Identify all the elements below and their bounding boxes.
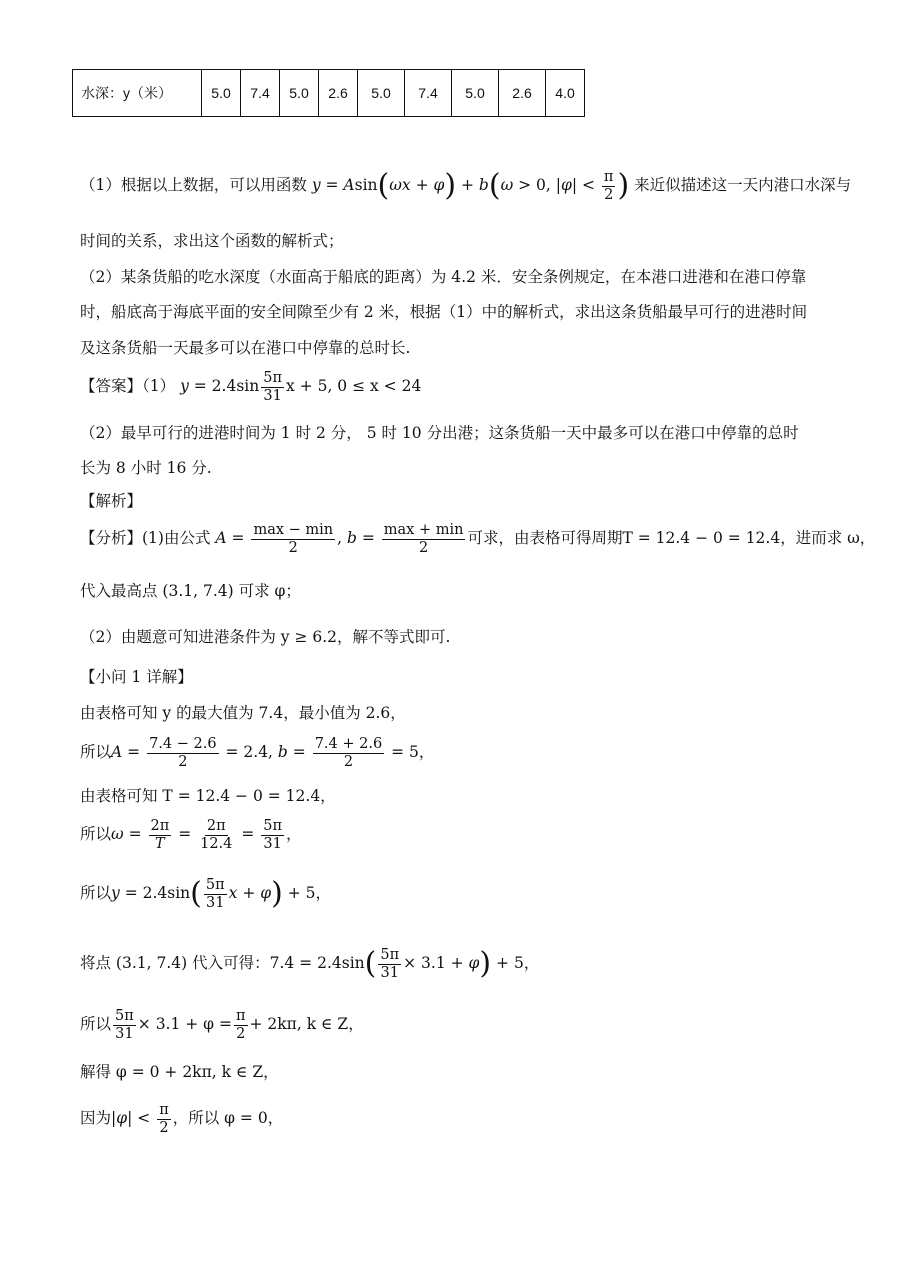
table-cell: 7.4 (241, 70, 280, 117)
table-cell: 2.6 (499, 70, 546, 117)
answer-part-2-line-2: 长为 8 小时 16 分. (80, 459, 212, 477)
question-2-line-2: 时，船底高于海底平面的安全间隙至少有 2 米，根据（1）中的解析式，求出这条货船最早可行的进港时间 (80, 303, 808, 321)
table-cell: 4.0 (546, 70, 585, 117)
table-cell: 2.6 (319, 70, 358, 117)
answer-label: 【答案】 (80, 377, 143, 396)
detail-step-3: 由表格可知 T = 12.4 − 0 = 12.4， (80, 787, 336, 805)
question-1-line-2: 时间的关系，求出这个函数的解析式； (80, 232, 344, 250)
table-cell: 5.0 (452, 70, 499, 117)
question-2-line-3: 及这条货船一天最多可以在港口中停靠的总时长. (80, 339, 411, 357)
analysis-line-3: （2）由题意可知进港条件为 y ≥ 6.2，解不等式即可. (80, 628, 451, 646)
detail-step-9: 因为|φ| < $\frac{\pi}{2}$ ，所以 φ = 0， (80, 1102, 284, 1136)
table-cell: 5.0 (280, 70, 319, 117)
answer-part-1: 【答案】（1） y = 2.4sin $\frac{5\pi}{31}$ x + 5, 0 ≤ x < 24 (80, 370, 422, 404)
detail-step-7: 所以 $\frac{5\pi}{31}$ × 3.1 + φ = $\frac{\pi}{2}$ + 2kπ, k ∈ Z， (80, 1008, 364, 1042)
table-cell: 5.0 (358, 70, 405, 117)
question-1-line-1: （1）根据以上数据，可以用函数 y = Asin(ωx + φ) + b(ω > 0, |φ| < $\frac{\pi}{2}$ ) 来近似描述这一天内港口水深与 (80, 168, 852, 203)
table-row (73, 70, 585, 117)
detail-step-6: 将点 (3.1, 7.4) 代入可得：7.4 = 2.4sin( $\frac{5\pi}{31}$ × 3.1 + φ) + 5， (80, 946, 540, 981)
analysis-line-1: 【分析】(1)由公式 A = $\frac{\max - \min}{2}$ , b = $\frac{\max + \min}{2}$ 可求，由表格可得周期T = 12.4 − 0 = 12.4，进而求 ω， (80, 522, 876, 556)
detail-step-2: 所以A = $\frac{7.4 - 2.6}{2}$ = 2.4, b = $\frac{7.4 + 2.6}{2}$ = 5， (80, 736, 435, 770)
answer-part-2-line-1: （2）最早可行的进港时间为 1 时 2 分， 5 时 10 分出港；这条货船一天中最多可以在港口中停靠的总时 (80, 424, 799, 442)
question-2-line-1: （2）某条货船的吃水深度（水面高于船底的距离）为 4.2 米．安全条例规定，在本港口进港和在港口停靠 (80, 268, 807, 286)
table-row-label: 水深：y（米） (73, 70, 202, 117)
water-depth-table (72, 69, 585, 117)
model-function: y = Asin(ωx + φ) + b(ω > 0, |φ| < $\frac{\pi}{2}$ ) (311, 168, 630, 203)
detail-step-1: 由表格可知 y 的最大值为 7.4，最小值为 2.6， (80, 704, 406, 722)
table-cell: 7.4 (405, 70, 452, 117)
detail-label: 【小问 1 详解】 (80, 668, 193, 686)
analysis-label: 【解析】 (80, 492, 143, 510)
analysis-line-2: 代入最高点 (3.1, 7.4) 可求 φ； (80, 582, 301, 600)
detail-step-4: 所以ω = $\frac{2\pi}{T}$ = $\frac{2\pi}{12.4}$ = $\frac{5\pi}{31}$ ， (80, 818, 302, 852)
detail-step-5: 所以y = 2.4sin( $\frac{5\pi}{31}$ x + φ) + 5， (80, 876, 332, 911)
detail-step-8: 解得 φ = 0 + 2kπ, k ∈ Z， (80, 1063, 279, 1081)
table-cell: 5.0 (202, 70, 241, 117)
